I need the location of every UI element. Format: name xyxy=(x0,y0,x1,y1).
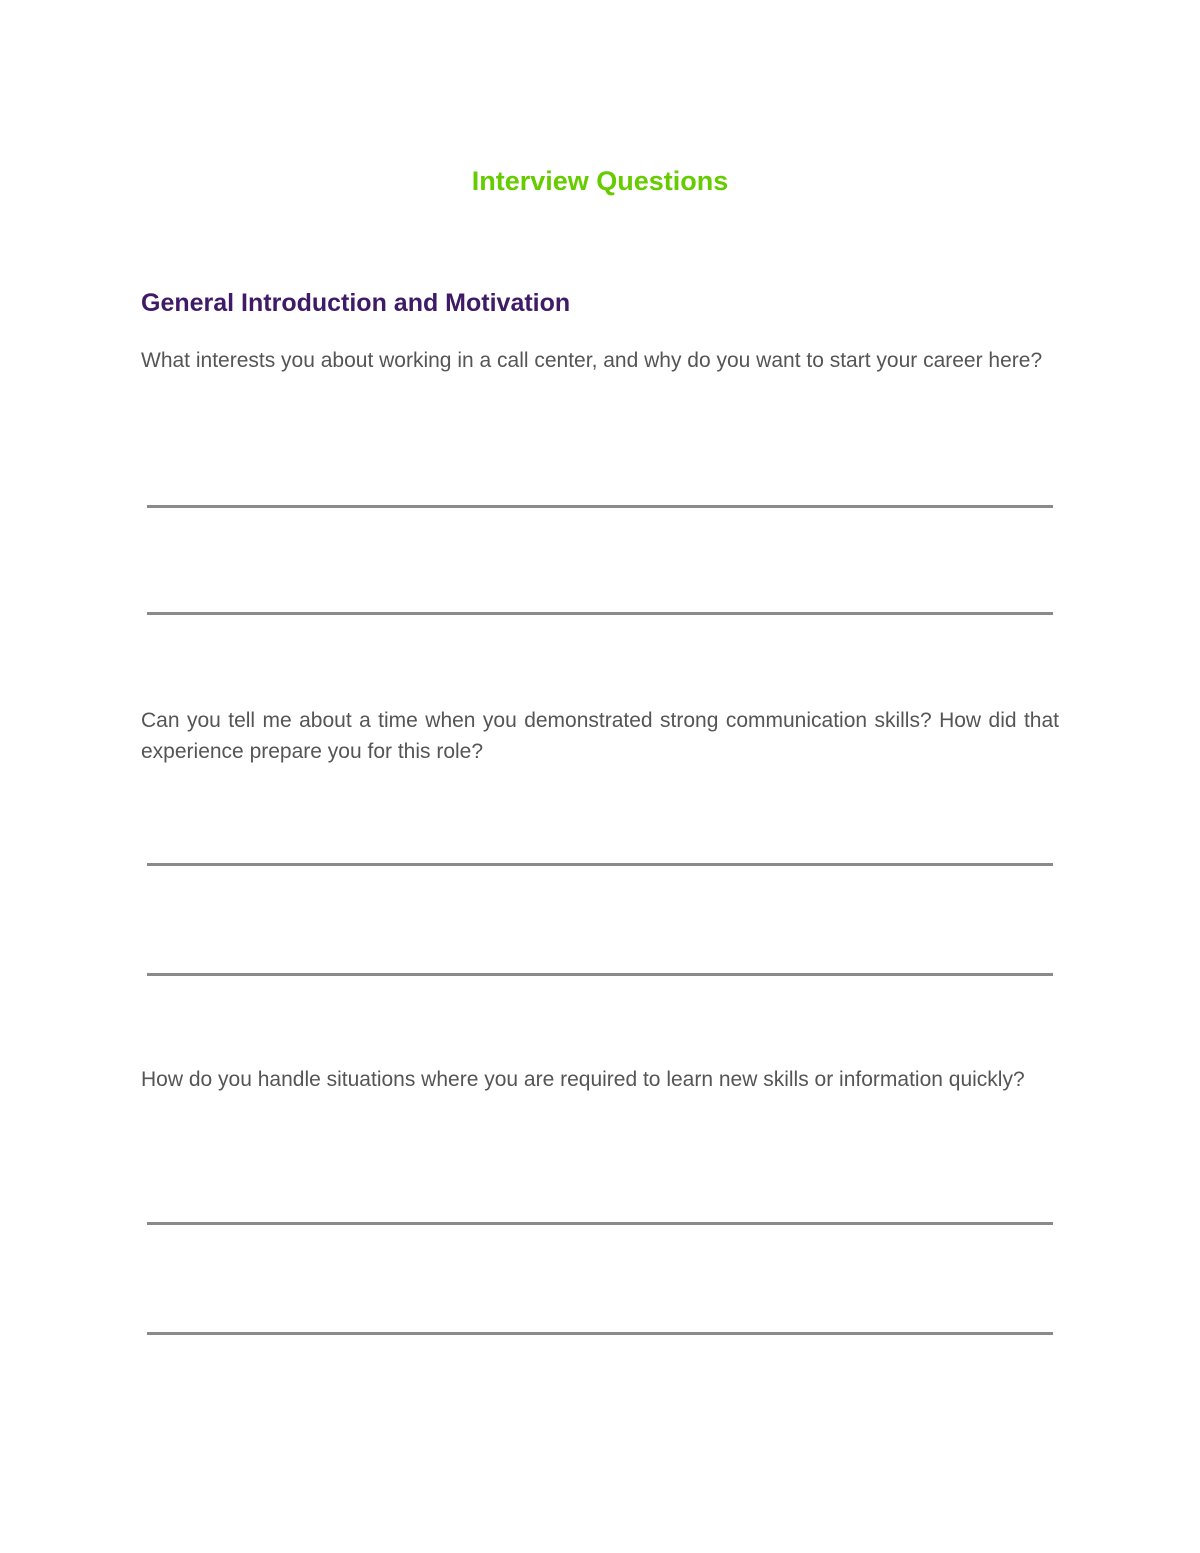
section-heading: General Introduction and Motivation xyxy=(141,289,571,317)
answer-line-1b[interactable] xyxy=(147,612,1053,615)
answer-line-2a[interactable] xyxy=(147,863,1053,866)
answer-line-2b[interactable] xyxy=(147,973,1053,976)
question-2: Can you tell me about a time when you demonstrated strong communication skills? How did that experience prepare you for this role? xyxy=(141,709,1059,763)
question-3: How do you handle situations where you are required to learn new skills or information quickly? xyxy=(141,1068,1025,1091)
answer-line-3b[interactable] xyxy=(147,1332,1053,1335)
answer-line-1a[interactable] xyxy=(147,505,1053,508)
question-1: What interests you about working in a call center, and why do you want to start your career here? xyxy=(141,349,1043,372)
page-title: Interview Questions xyxy=(471,166,729,196)
answer-line-3a[interactable] xyxy=(147,1222,1053,1225)
